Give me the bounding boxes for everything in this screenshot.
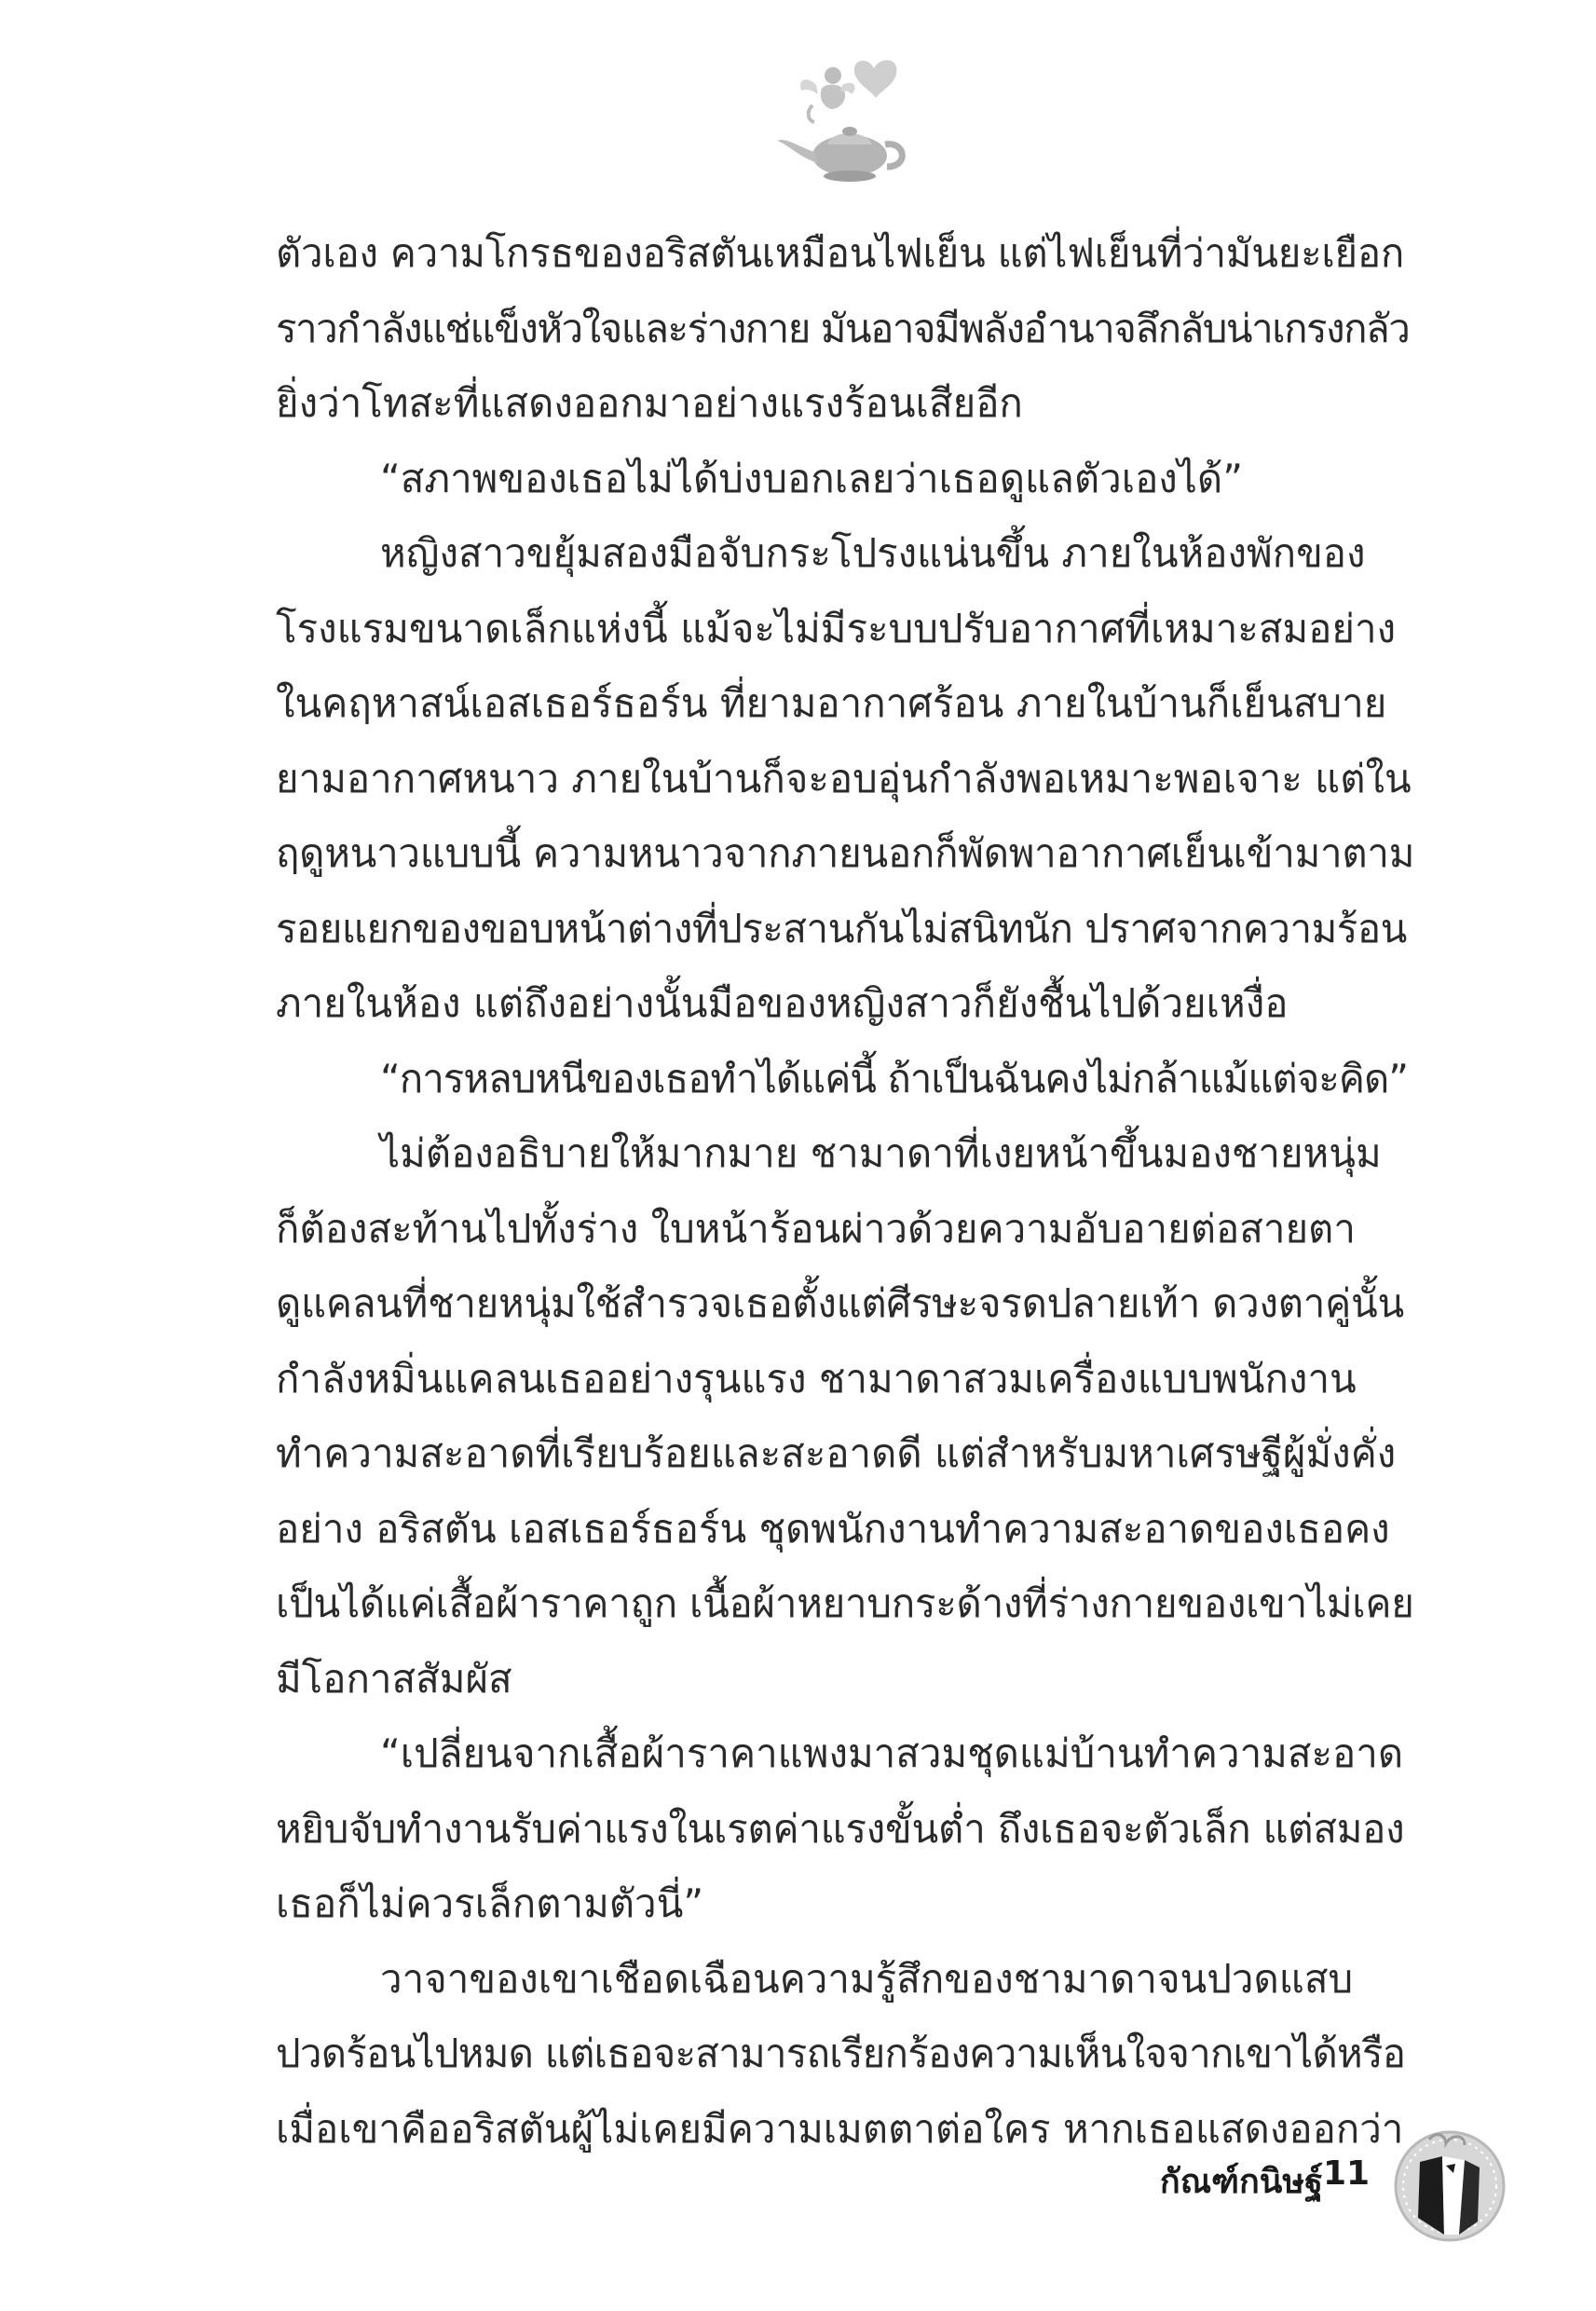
text-line: หยิบจับทำงานรับค่าแรงในเรตค่าแรงขั้นต่ำ ถึงเธอจะตัวเล็ก แต่สมอง [276, 1805, 1405, 1852]
text-line: กำลังหมิ่นแคลนเธออย่างรุนแรง ชามาดาสวมเครื่องแบบพนักงาน [276, 1355, 1357, 1402]
text-line: ปวดร้อนไปหมด แต่เธอจะสามารถเรียกร้องความเห็นใจจากเขาได้หรือ [276, 2031, 1406, 2076]
text-line: “การหลบหนีของเธอทำได้แค่นี้ ถ้าเป็นฉันคงไม่กล้าแม้แต่จะคิด” [380, 1055, 1408, 1101]
text-line: ราวกำลังแช่แข็งหัวใจและร่างกาย มันอาจมีพลังอำนาจลึกลับน่าเกรงกลัว [276, 305, 1410, 351]
text-line: ยามอากาศหนาว ภายในบ้านก็จะอบอุ่นกำลังพอเหมาะพอเจาะ แต่ใน [276, 755, 1412, 801]
text-line: เมื่อเขาคืออริสตันผู้ไม่เคยมีความเมตตาต่อใคร หากเธอแสดงออกว่า [276, 2105, 1404, 2152]
text-line: ตัวเอง ความโกรธของอริสตันเหมือนไฟเย็น แต่ไฟเย็นที่ว่ามันยะเยือก [276, 230, 1404, 276]
text-line: มีโอกาสสัมผัส [276, 1655, 512, 1702]
text-line: “สภาพของเธอไม่ได้บ่งบอกเลยว่าเธอดูแลตัวเองได้” [380, 455, 1243, 501]
page-footer [0, 2125, 1596, 2246]
body-text [276, 216, 1414, 2167]
text-line: ในคฤหาสน์เอสเธอร์ธอร์น ที่ยามอากาศร้อน ภายในบ้านก็เย็นสบาย [276, 680, 1387, 726]
text-line: หญิงสาวขยุ้มสองมือจับกระโปรงแน่นขึ้น ภายในห้องพักของ [380, 530, 1366, 576]
text-line: ภายในห้อง แต่ถึงอย่างนั้นมือของหญิงสาวก็ยังชื้นไปด้วยเหงื่อ [276, 980, 1289, 1026]
text-line: วาจาของเขาเชือดเฉือนความรู้สึกของชามาดาจนปวดแสบ [380, 1955, 1354, 2002]
text-line: เป็นได้แค่เสื้อผ้าราคาถูก เนื้อผ้าหยาบกระด้างที่ร่างกายของเขาไม่เคย [276, 1580, 1414, 1626]
text-line: ยิ่งว่าโทสะที่แสดงออกมาอย่างแรงร้อนเสียอีก [276, 380, 1023, 426]
author-name: กัณฑ์กนิษฐ์ [1159, 2163, 1323, 2201]
teapot-cupid-ornament-icon [770, 51, 919, 191]
text-line: ฤดูหนาวแบบนี้ ความหนาวจากภายนอกก็พัดพาอากาศเย็นเข้ามาตาม [276, 830, 1414, 876]
text-line: ดูแคลนที่ชายหนุ่มใช้สำรวจเธอตั้งแต่ศีรษะจรดปลายเท้า ดวงตาคู่นั้น [276, 1280, 1404, 1326]
text-line: ทำความสะอาดที่เรียบร้อยและสะอาดดี แต่สำหรับมหาเศรษฐีผู้มั่งคั่ง [276, 1430, 1397, 1476]
text-line: อย่าง อริสตัน เอสเธอร์ธอร์น ชุดพนักงานทำความสะอาดของเธอคง [276, 1505, 1390, 1552]
text-line: ไม่ต้องอธิบายให้มากมาย ชามาดาที่เงยหน้าขึ้นมองชายหนุ่ม [380, 1130, 1382, 1176]
text-line: โรงแรมขนาดเล็กแห่งนี้ แม้จะไม่มีระบบปรับอากาศที่เหมาะสมอย่าง [276, 605, 1397, 651]
tuxedo-emblem-icon [1390, 2125, 1509, 2244]
text-line: เธอก็ไม่ควรเล็กตามตัวนี่” [276, 1880, 704, 1926]
text-line: “เปลี่ยนจากเสื้อผ้าราคาแพงมาสวมชุดแม่บ้านทำความสะอาด [380, 1730, 1404, 1776]
page-number: 11 [1322, 2154, 1371, 2193]
text-line: รอยแยกของขอบหน้าต่างที่ประสานกันไม่สนิทนัก ปราศจากความร้อน [276, 905, 1407, 951]
text-line: ก็ต้องสะท้านไปทั้งร่าง ใบหน้าร้อนผ่าวด้วยความอับอายต่อสายตา [276, 1205, 1356, 1251]
